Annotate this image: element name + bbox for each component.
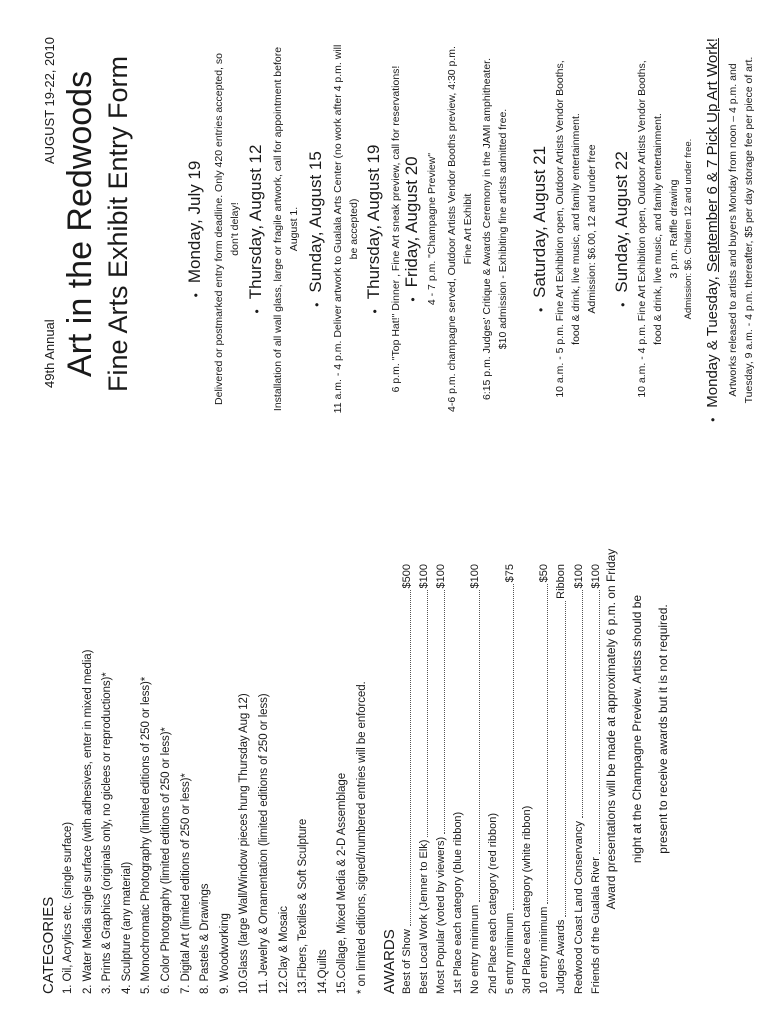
category-item: 15.Collage, Mixed Media & 2-D Assemblage [336,772,349,994]
schedule-text: Installation of all wall glass, large or fragile artwork, call for appointment before [272,46,284,412]
bullet-icon: • [406,297,420,302]
schedule-text: 10 a.m. - 4 p.m. Fine Art Exhibition open, Outdoor Artists Vendor Booths, [636,60,648,398]
categories-note: * on limited editions, signed/numbered entries will be enforced. [355,681,368,994]
schedule-day-heading: •Friday, August 20 [402,156,421,302]
award-name: 2nd Place each category (red ribbon) [486,813,499,994]
schedule-text: food & drink, live music, and family entertainment. [651,113,664,345]
award-name: Best Local Work (Jenner to Elk) [417,839,430,994]
form-title: Fine Arts Exhibit Entry Form [103,55,133,393]
award-name: 3rd Place each category (white ribbon) [520,805,533,994]
award-name: 1st Place each category (blue ribbon) [452,811,465,994]
schedule-jul19 [185,24,244,434]
schedule-day-heading: •Saturday, August 21 [530,145,549,313]
presentation-line: present to receive awards but it is not required. [656,604,670,854]
dot-leader [433,590,445,833]
schedule-text: 6 p.m. "Top Hat!" Dinner , Fine Art sneak preview, call for reservations! [390,65,402,393]
schedule-text: be accepted) [347,198,360,260]
dot-leader [553,601,565,917]
category-item: 7. Digital Art (limited editions of 250 or less)* [179,773,192,994]
award-presentation-note [598,494,676,964]
event-title: Art in the Redwoods [61,70,99,378]
awards-list [399,434,605,994]
bullet-icon: • [706,417,720,422]
award-row [399,564,416,994]
schedule-day-heading: •Monday, July 19 [185,160,204,298]
schedule-aug15 [306,24,363,434]
category-item: 12.Clay & Mosaic [277,906,290,994]
award-row [433,564,450,994]
award-row [571,564,588,994]
dot-leader [571,590,583,817]
bullet-icon: • [250,309,264,314]
category-item: 1. Oil, Acrylics etc. (single surface) [62,822,74,994]
bullet-icon: • [189,293,203,298]
award-amount: $100 [589,564,602,589]
dot-leader [536,584,548,903]
award-amount: $100 [417,564,430,589]
category-item: 3. Prints & Graphics (originals only, no giclees or reproductions)* [101,672,114,994]
schedule-aug12 [246,24,303,434]
award-row [519,564,536,994]
award-name: Friends of the Gualala River [589,857,602,994]
award-name: 5 entry minimum [503,912,516,994]
category-item: 10.Glass (large Wall/Window pieces hung Thursday Aug 12) [238,693,251,994]
category-item: 4. Sculpture (any material) [120,861,133,994]
category-item: 14.Quilts [316,949,329,994]
schedule-text: 6:15 p.m. Judges' Critique & Awards Ceremony in the JAMI amphitheater. [481,57,494,401]
schedule-aug20 [402,24,512,434]
schedule-day-heading: •Thursday, August 19 [364,144,383,314]
bullet-icon: • [616,302,630,307]
schedule-text: Admission: $6.00, 12 and under free [585,144,598,314]
schedule-pickup [703,20,758,440]
schedule-aug19 [364,24,405,434]
award-name: Best of Show [400,929,413,994]
annual-label: 49th Annual [42,319,57,388]
category-item: 2. Water Media single surface (with adhesives, enter in mixed media) [81,649,94,994]
award-amount: $50 [538,564,551,583]
schedule-aug22 [612,24,696,434]
schedule-text: 10 a.m. - 5 p.m. Fine Art Exhibition open, Outdoor Artists Vendor Booths, [554,60,566,398]
award-row [416,564,433,994]
awards-title: AWARDS [380,929,398,994]
award-row [467,564,484,994]
schedule-text: 4-6 p.m. champagne served, Outdoor Artists Vendor Booths preview, 4:30 p.m. [445,46,458,412]
schedule-text: 4 - 7 p.m. "Champagne Preview" [426,152,438,306]
schedule-text: 3 p.m. Raffle drawing [667,179,680,279]
award-row [553,564,570,994]
schedule-text: Tuesday, 9 a.m. - 4 p.m. thereafter, $5 per day storage fee per piece of art. [742,56,755,404]
award-name: 10 entry minimum [538,906,551,994]
award-amount: $100 [572,564,585,589]
presentation-line: Award presentations will be made at approximately 6 p.m. on Friday [604,548,618,910]
bullet-icon: • [534,307,548,313]
award-row [485,564,502,994]
schedule-day-heading: •Sunday, August 15 [306,151,325,307]
award-amount: $100 [434,564,447,589]
schedule-text: Fine Art Exhibit [461,193,474,265]
dot-leader [502,584,514,909]
schedule-text: don't delay! [228,202,241,256]
award-name: Most Popular (voted by viewers) [434,836,447,994]
schedule-text: food & drink, live music, and family entertainment. [569,113,582,345]
award-amount: $100 [469,564,482,589]
schedule-day-heading: •Monday & Tuesday, September 6 & 7 Pick Up Art Work! [704,38,721,422]
schedule-text: August 1. [287,206,300,252]
award-name: No entry minimum [469,904,482,994]
presentation-line: night at the Champagne Preview. Artists should be [630,594,644,864]
dot-leader [399,590,411,926]
schedule-text: 11 a.m. - 4 p.m. Deliver artwork to Gualala Arts Center (no work after 4 p.m. will [332,44,344,414]
schedule-text: Delivered or postmarked entry form deadline. Only 420 entries accepted, so [213,53,225,405]
category-item: 5. Monochromatic Photography (limited editions of 250 or less)* [140,676,153,994]
category-item: 13.Fibers, Textiles & Soft Sculpture [297,818,310,994]
bullet-icon: • [310,302,324,307]
category-item: 6. Color Photography (limited editions of 250 or less)* [159,727,172,994]
award-row [502,564,519,994]
schedule-aug21 [530,24,600,434]
award-amount: Ribbon [555,564,568,599]
categories-list [59,434,353,994]
bullet-icon: • [368,309,382,314]
award-name: Redwood Coast Land Conservancy [572,820,585,994]
award-row [536,564,553,994]
categories-title: CATEGORIES [40,896,57,994]
dot-leader [467,590,479,901]
schedule-text: $10 admission - Exhibiting fine artists admitted free. [497,108,510,350]
award-amount: $75 [503,564,516,583]
schedule-text: Artworks released to artists and buyers Monday from noon – 4 p.m. and [727,63,739,397]
schedule-day-heading: •Thursday, August 12 [246,144,265,314]
schedule-text: Admission: $6. Children 12 and under free. [683,138,695,320]
categories-awards-panel [40,434,605,994]
category-item: 11. Jewelry & Ornamentation (limited editions of 250 or less) [257,693,270,994]
event-dates: AUGUST 19-22, 2010 [42,37,57,164]
category-item: 8. Pastels & Drawings [199,883,212,994]
award-row [450,564,467,994]
dot-leader [416,590,428,836]
schedule-day-heading: •Sunday, August 22 [612,151,631,307]
award-amount: $500 [400,564,413,589]
category-item: 9. Woodworking [218,913,231,994]
award-name: Judges Awards [555,919,568,994]
